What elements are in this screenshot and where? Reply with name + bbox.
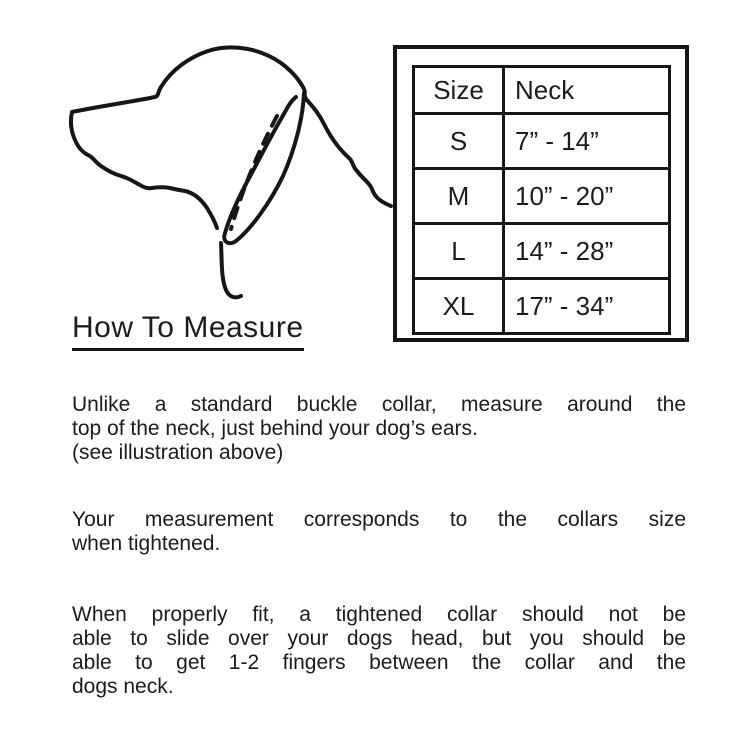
- neck-cell: 7” - 14”: [504, 114, 670, 169]
- instruction-line: top of the neck, just behind your dog’s ears.: [72, 417, 478, 440]
- how-to-measure-heading: How To Measure: [72, 311, 304, 351]
- neck-column-header: Neck: [504, 67, 670, 114]
- size-cell: M: [414, 169, 504, 224]
- table-row: [414, 224, 670, 279]
- neck-cell: 14” - 28”: [504, 224, 670, 279]
- neck-cell: 10” - 20”: [504, 169, 670, 224]
- instruction-line: When properly fit, a tightened collar should not be: [72, 603, 686, 626]
- instruction-paragraph-measure: [72, 393, 686, 465]
- instruction-paragraph-fit: [72, 603, 686, 699]
- table-row: [414, 169, 670, 224]
- dog-jaw-outline-path: [71, 112, 217, 228]
- instruction-paragraph-correspond: [72, 508, 686, 556]
- instruction-line: Your measurement corresponds to the collars size: [72, 508, 686, 531]
- instruction-line: (see illustration above): [72, 441, 284, 464]
- table-row: [414, 114, 670, 169]
- size-cell: L: [414, 224, 504, 279]
- table-row: [414, 279, 670, 334]
- size-chart-table: [412, 65, 671, 335]
- instruction-line: when tightened.: [72, 532, 221, 555]
- instruction-line: Unlike a standard buckle collar, measure around the: [72, 393, 686, 416]
- dog-ear-path: [224, 93, 304, 243]
- neck-cell: 17” - 34”: [504, 279, 670, 334]
- dog-head-outline-path: [72, 47, 391, 206]
- table-header-row: [414, 67, 670, 114]
- size-cell: XL: [414, 279, 504, 334]
- size-chart-frame: [393, 45, 689, 342]
- instruction-line: dogs neck.: [72, 675, 174, 698]
- instruction-line: able to get 1-2 fingers between the collar and the: [72, 651, 686, 674]
- size-cell: S: [414, 114, 504, 169]
- dashed-neck-measure-line: [231, 116, 277, 229]
- instruction-line: able to slide over your dogs head, but you should be: [72, 627, 686, 650]
- dog-chest-line-path: [221, 243, 241, 297]
- size-column-header: Size: [414, 67, 504, 114]
